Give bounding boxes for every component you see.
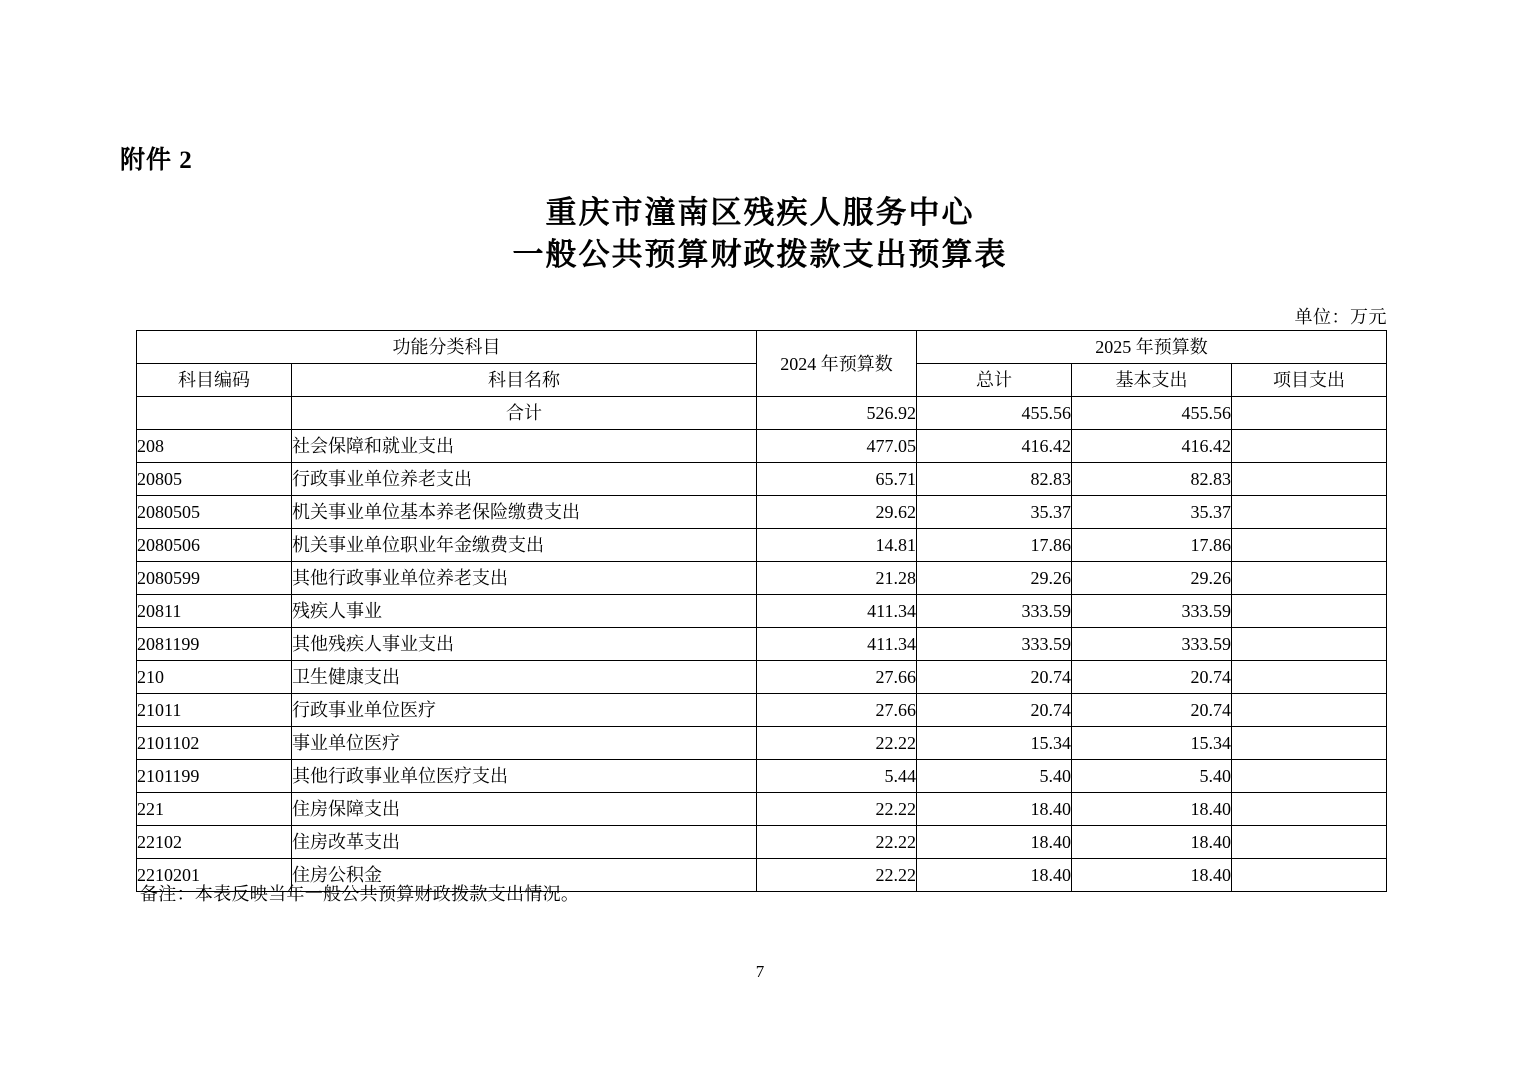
cell-2025-total: 20.74 [917,694,1072,727]
header-col-basic: 基本支出 [1072,364,1232,397]
cell-name: 卫生健康支出 [292,661,757,694]
table-row [137,826,1387,859]
cell-2025-total: 18.40 [917,826,1072,859]
cell-2025-project [1232,826,1387,859]
cell-code: 210 [137,661,292,694]
table-row [137,661,1387,694]
table-body [137,397,1387,892]
cell-name: 社会保障和就业支出 [292,430,757,463]
table-row [137,793,1387,826]
cell-2025-total: 416.42 [917,430,1072,463]
cell-2025-project [1232,496,1387,529]
cell-2025-total: 18.40 [917,793,1072,826]
cell-2025-basic: 333.59 [1072,595,1232,628]
cell-code: 22102 [137,826,292,859]
cell-code [137,397,292,430]
cell-2025-basic: 15.34 [1072,727,1232,760]
cell-name: 其他残疾人事业支出 [292,628,757,661]
cell-code: 21011 [137,694,292,727]
cell-2025-total: 18.40 [917,859,1072,892]
cell-code: 2080506 [137,529,292,562]
table-row [137,727,1387,760]
cell-2025-project [1232,859,1387,892]
cell-name: 其他行政事业单位养老支出 [292,562,757,595]
unit-note: 单位：万元 [1294,307,1387,327]
table-row [137,463,1387,496]
cell-2025-total: 35.37 [917,496,1072,529]
table-row [137,760,1387,793]
cell-2025-basic: 20.74 [1072,694,1232,727]
header-col-total: 总计 [917,364,1072,397]
cell-2025-project [1232,628,1387,661]
cell-2025-basic: 20.74 [1072,661,1232,694]
cell-2025-total: 333.59 [917,628,1072,661]
cell-code: 221 [137,793,292,826]
cell-budget-2024: 21.28 [757,562,917,595]
cell-2025-total: 17.86 [917,529,1072,562]
page-title [0,192,1520,276]
cell-name: 住房公积金 [292,859,757,892]
cell-name: 合计 [292,397,757,430]
cell-budget-2024: 411.34 [757,595,917,628]
cell-name: 住房保障支出 [292,793,757,826]
table-row [137,595,1387,628]
table-row [137,397,1387,430]
header-2025-group: 2025 年预算数 [917,331,1387,364]
cell-2025-basic: 416.42 [1072,430,1232,463]
cell-2025-project [1232,595,1387,628]
table-header [137,331,1387,397]
cell-2025-basic: 455.56 [1072,397,1232,430]
cell-budget-2024: 5.44 [757,760,917,793]
cell-name: 住房改革支出 [292,826,757,859]
header-col-name: 科目名称 [292,364,757,397]
cell-2025-total: 5.40 [917,760,1072,793]
page-title-line-2: 一般公共预算财政拨款支出预算表 [512,237,1008,272]
table-row [137,694,1387,727]
cell-code: 2210201 [137,859,292,892]
cell-code: 20811 [137,595,292,628]
cell-budget-2024: 27.66 [757,661,917,694]
cell-2025-basic: 5.40 [1072,760,1232,793]
table-row [137,562,1387,595]
cell-budget-2024: 27.66 [757,694,917,727]
cell-2025-project [1232,661,1387,694]
cell-2025-project [1232,397,1387,430]
cell-code: 2081199 [137,628,292,661]
cell-2025-basic: 82.83 [1072,463,1232,496]
table-row [137,430,1387,463]
cell-budget-2024: 14.81 [757,529,917,562]
cell-code: 20805 [137,463,292,496]
cell-2025-project [1232,430,1387,463]
cell-2025-basic: 18.40 [1072,826,1232,859]
table-header-row-1 [137,331,1387,364]
cell-name: 机关事业单位职业年金缴费支出 [292,529,757,562]
header-col-project: 项目支出 [1232,364,1387,397]
cell-2025-project [1232,529,1387,562]
cell-2025-basic: 17.86 [1072,529,1232,562]
cell-code: 2080599 [137,562,292,595]
header-col-code: 科目编码 [137,364,292,397]
cell-name: 残疾人事业 [292,595,757,628]
cell-name: 行政事业单位医疗 [292,694,757,727]
page-number: 7 [755,962,765,981]
cell-2025-total: 15.34 [917,727,1072,760]
cell-2025-basic: 333.59 [1072,628,1232,661]
table-row [137,628,1387,661]
cell-code: 2080505 [137,496,292,529]
cell-2025-project [1232,793,1387,826]
cell-budget-2024: 477.05 [757,430,917,463]
cell-2025-total: 333.59 [917,595,1072,628]
cell-budget-2024: 22.22 [757,793,917,826]
cell-name: 事业单位医疗 [292,727,757,760]
cell-2025-total: 455.56 [917,397,1072,430]
attachment-label: 附件 2 [120,147,193,174]
cell-2025-total: 82.83 [917,463,1072,496]
cell-budget-2024: 22.22 [757,727,917,760]
cell-code: 2101102 [137,727,292,760]
cell-budget-2024: 22.22 [757,859,917,892]
cell-budget-2024: 22.22 [757,826,917,859]
cell-2025-basic: 18.40 [1072,793,1232,826]
cell-2025-project [1232,727,1387,760]
cell-2025-project [1232,760,1387,793]
cell-budget-2024: 526.92 [757,397,917,430]
header-col-2024: 2024 年预算数 [757,331,917,397]
cell-2025-project [1232,463,1387,496]
cell-budget-2024: 65.71 [757,463,917,496]
cell-name: 其他行政事业单位医疗支出 [292,760,757,793]
cell-name: 行政事业单位养老支出 [292,463,757,496]
cell-name: 机关事业单位基本养老保险缴费支出 [292,496,757,529]
cell-2025-total: 29.26 [917,562,1072,595]
cell-budget-2024: 29.62 [757,496,917,529]
cell-2025-total: 20.74 [917,661,1072,694]
table-remark: 备注：本表反映当年一般公共预算财政拨款支出情况。 [140,884,580,904]
cell-code: 208 [137,430,292,463]
cell-2025-project [1232,694,1387,727]
cell-2025-basic: 29.26 [1072,562,1232,595]
header-function-group: 功能分类科目 [137,331,757,364]
page-title-line-1: 重庆市潼南区残疾人服务中心 [545,195,975,230]
cell-budget-2024: 411.34 [757,628,917,661]
cell-code: 2101199 [137,760,292,793]
cell-2025-basic: 18.40 [1072,859,1232,892]
table-row [137,529,1387,562]
cell-2025-basic: 35.37 [1072,496,1232,529]
budget-table [136,330,1387,892]
table-row [137,496,1387,529]
cell-2025-project [1232,562,1387,595]
